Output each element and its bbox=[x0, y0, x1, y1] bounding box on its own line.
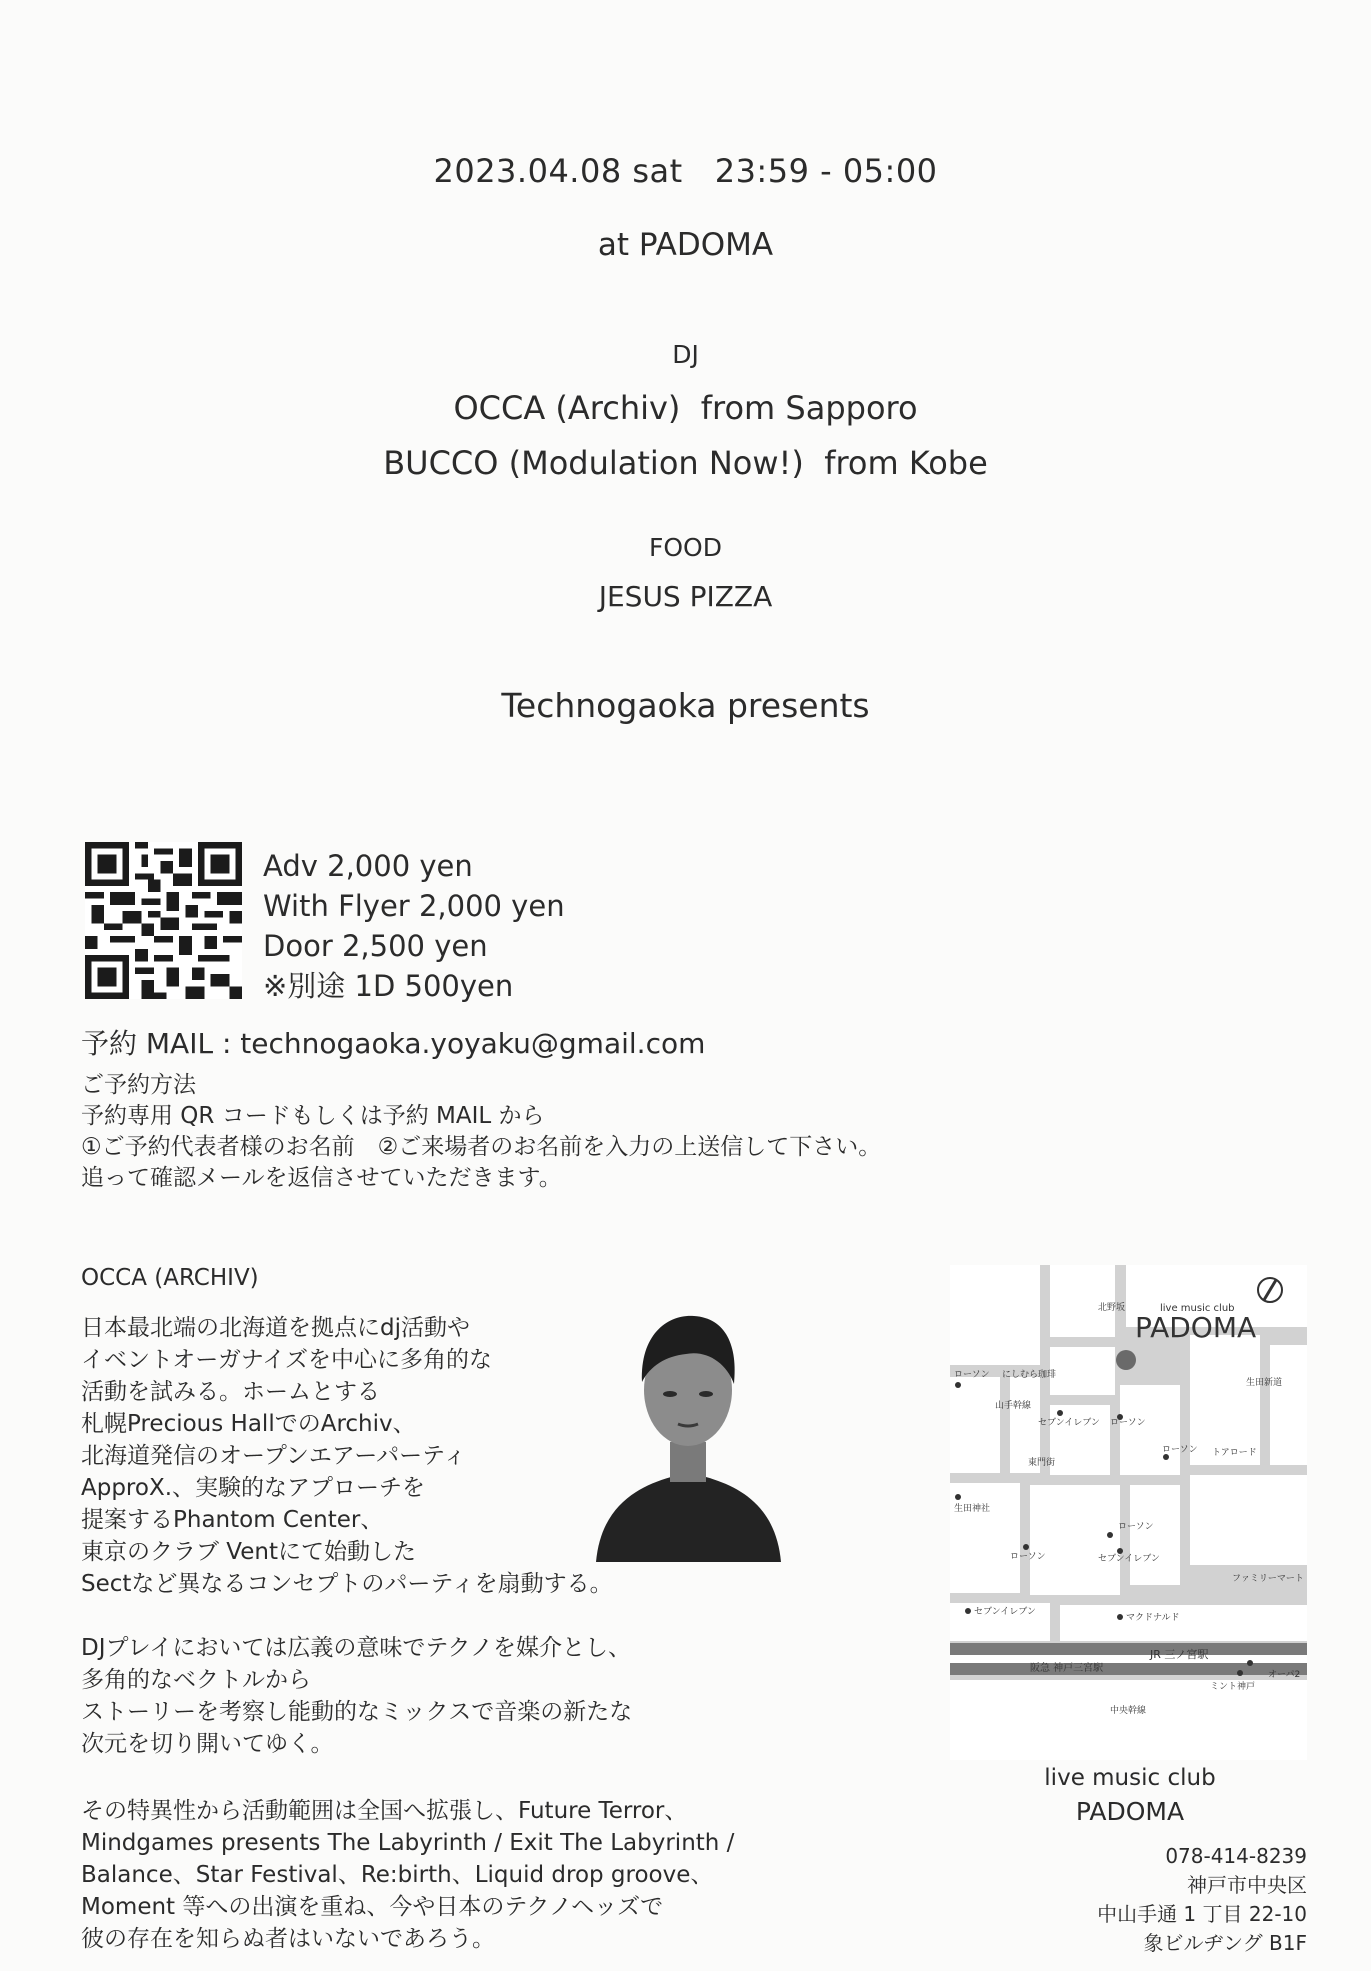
address-line: 中山手通 1 丁目 22-10 bbox=[1097, 1902, 1307, 1926]
bio-line: 日本最北端の北海道を拠点にdj活動や bbox=[81, 1315, 470, 1341]
food-heading: FOOD bbox=[649, 533, 722, 562]
price-with-flyer: With Flyer 2,000 yen bbox=[263, 889, 565, 923]
map-label: ミント神戸 bbox=[1210, 1682, 1256, 1692]
howto-line: ご予約方法 bbox=[81, 1072, 196, 1098]
venue-address bbox=[1097, 1842, 1307, 1958]
bio-line: ApproX.、実験的なアプローチを bbox=[81, 1475, 426, 1501]
map-label: セブンイレブン bbox=[974, 1607, 1036, 1617]
map-label: 中央幹線 bbox=[1110, 1706, 1147, 1716]
address-line: 象ビルヂング B1F bbox=[1143, 1931, 1307, 1955]
map-label: JR 三ノ宮駅 bbox=[1150, 1648, 1209, 1661]
map-label: 山手幹線 bbox=[995, 1401, 1032, 1411]
howto-line: 追って確認メールを返信させていただきます。 bbox=[81, 1165, 562, 1191]
bio-line: その特異性から活動範囲は全国へ拡張し、Future Terror、 bbox=[81, 1798, 688, 1824]
bio-line: 提案するPhantom Center、 bbox=[81, 1507, 384, 1533]
map-logo-small: live music club bbox=[1160, 1303, 1235, 1314]
bio-line: 札幌Precious HallでのArchiv、 bbox=[81, 1411, 416, 1437]
map-label: 生田新道 bbox=[1246, 1378, 1283, 1388]
map-label: マクドナルド bbox=[1126, 1613, 1180, 1623]
bio-line: Mindgames presents The Labyrinth / Exit The Labyrinth / bbox=[81, 1830, 735, 1856]
bio-paragraph-2 bbox=[81, 1632, 632, 1760]
bio-line: ストーリーを考察し能動的なミックスで音楽の新たな bbox=[81, 1699, 633, 1725]
bio-line: 多角的なベクトルから bbox=[81, 1667, 311, 1693]
event-venue: at PADOMA bbox=[597, 227, 774, 263]
bio-line: 次元を切り開いてゆく。 bbox=[81, 1731, 334, 1757]
bio-line: Balance、Star Festival、Re:birth、Liquid drop groove、 bbox=[81, 1862, 714, 1888]
bio-paragraph-1 bbox=[81, 1312, 613, 1600]
qr-code-icon[interactable] bbox=[85, 842, 242, 999]
food-vendor: JESUS PIZZA bbox=[598, 580, 773, 613]
bio-title: OCCA (ARCHIV) bbox=[81, 1265, 259, 1291]
map-label: 北野坂 bbox=[1098, 1303, 1126, 1313]
reservation-howto bbox=[81, 1070, 881, 1194]
bio-line: 彼の存在を知らぬ者はいないであろう。 bbox=[81, 1926, 495, 1952]
price-door: Door 2,500 yen bbox=[263, 929, 488, 963]
artist-photo bbox=[566, 1262, 810, 1562]
bio-line: 活動を試みる。ホームとする bbox=[81, 1379, 380, 1405]
dj-line-1: OCCA (Archiv) from Sapporo bbox=[453, 389, 918, 427]
map-label: トアロード bbox=[1212, 1448, 1257, 1458]
presenter: Technogaoka presents bbox=[501, 686, 870, 725]
map-label: ファミリーマート bbox=[1232, 1574, 1304, 1584]
venue-phone[interactable]: 078-414-8239 bbox=[1165, 1844, 1307, 1868]
map-label: オーパ2 bbox=[1268, 1670, 1301, 1680]
venue-map[interactable] bbox=[950, 1265, 1307, 1760]
map-label: 阪急 神戸三宮駅 bbox=[1030, 1663, 1104, 1674]
map-label: セブンイレブン bbox=[1038, 1418, 1100, 1428]
address-line: 神戸市中央区 bbox=[1187, 1873, 1307, 1897]
bio-line: Moment 等への出演を重ね、今や日本のテクノヘッズで bbox=[81, 1894, 664, 1920]
venue-caption: PADOMA bbox=[1075, 1797, 1185, 1826]
howto-line: 予約専用 QR コードもしくは予約 MAIL から bbox=[81, 1103, 545, 1129]
price-adv: Adv 2,000 yen bbox=[263, 849, 473, 883]
bio-line: Sectなど異なるコンセプトのパーティを扇動する。 bbox=[81, 1571, 613, 1597]
event-datetime: 2023.04.08 sat 23:59 - 05:00 bbox=[433, 152, 938, 190]
howto-line: ①ご予約代表者様のお名前 ②ご来場者のお名前を入力の上送信して下さい。 bbox=[81, 1134, 882, 1160]
map-label: ローソン bbox=[1010, 1552, 1046, 1562]
dj-line-2: BUCCO (Modulation Now!) from Kobe bbox=[383, 444, 988, 482]
map-label: ローソン bbox=[954, 1370, 990, 1380]
bio-paragraph-3 bbox=[81, 1795, 734, 1955]
map-label: にしむら珈琲 bbox=[1002, 1370, 1057, 1380]
map-label: 東門街 bbox=[1028, 1458, 1056, 1468]
map-label: ローソン bbox=[1110, 1418, 1146, 1428]
venue-caption-small: live music club bbox=[1044, 1765, 1216, 1791]
map-label: ローソン bbox=[1162, 1445, 1198, 1455]
bio-line: イベントオーガナイズを中心に多角的な bbox=[81, 1347, 493, 1373]
bio-line: 東京のクラブ Ventにて始動した bbox=[81, 1539, 417, 1565]
reservation-mail[interactable]: 予約 MAIL : technogaoka.yoyaku@gmail.com bbox=[81, 1027, 706, 1060]
dj-heading: DJ bbox=[672, 340, 699, 369]
map-logo: PADOMA bbox=[1135, 1311, 1257, 1344]
map-label: セブンイレブン bbox=[1098, 1554, 1160, 1564]
map-label: 生田神社 bbox=[954, 1504, 991, 1514]
bio-line: 北海道発信のオープンエアーパーティ bbox=[81, 1443, 467, 1469]
price-drink-note: ※別途 1D 500yen bbox=[263, 969, 514, 1003]
ticket-prices bbox=[263, 846, 565, 1006]
bio-line: DJプレイにおいては広義の意味でテクノを媒介とし、 bbox=[81, 1635, 632, 1661]
map-label: ローソン bbox=[1118, 1522, 1154, 1532]
